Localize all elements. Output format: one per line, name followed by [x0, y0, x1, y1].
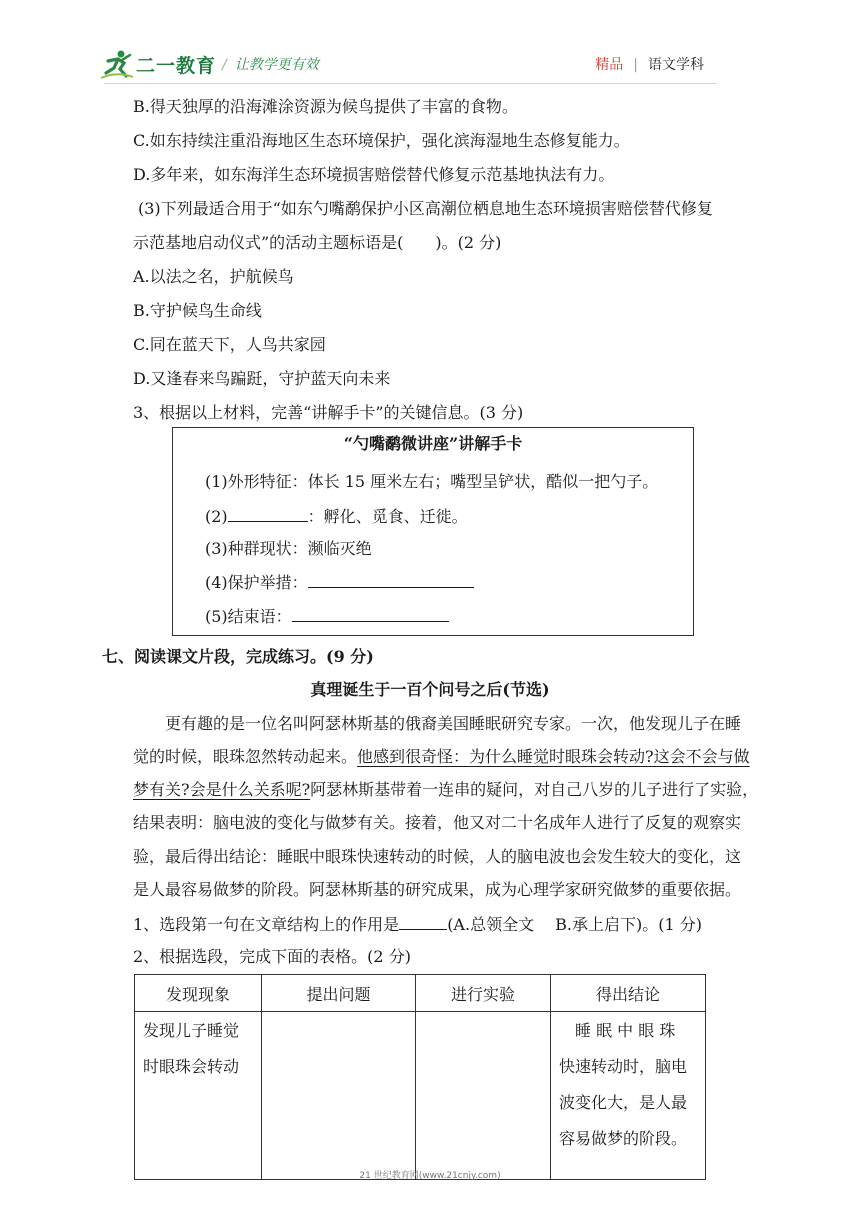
running-man-logo-icon: [100, 49, 134, 79]
answer-blank-4[interactable]: [308, 571, 474, 588]
table-cell-phenomenon: [135, 1012, 262, 1180]
table-cell-question-blank[interactable]: [262, 1012, 416, 1180]
card-item-5: [205, 605, 449, 628]
page-footer: 21 世纪教育网(www.21cnjy.com): [359, 1171, 501, 1181]
table-row: [135, 1012, 706, 1180]
question-2: 2、根据选段，完成下面的表格。(2 分): [133, 947, 411, 966]
table-cell-conclusion: [551, 1012, 706, 1180]
cell-line: 波变化大，是人最: [559, 1093, 688, 1112]
card-item-4-label: (4)保护举措：: [205, 573, 308, 592]
divider: |: [633, 57, 638, 73]
answer-blank-5[interactable]: [292, 605, 449, 622]
subject-label: 语文学科: [648, 57, 704, 73]
passage-title: 真理诞生于一百个问号之后(节选): [310, 680, 550, 699]
option-d-prev: D.多年来，如东海洋生态环境损害赔偿替代修复示范基地执法有力。: [133, 165, 615, 184]
cell-line: 时眼珠会转动: [143, 1057, 240, 1076]
slogan-text: 让教学更有效: [234, 57, 319, 73]
cell-line: 发现儿子睡觉: [143, 1021, 240, 1040]
question-1-prefix: 1、选段第一句在文章结构上的作用是: [133, 915, 400, 934]
passage-line-5: 验，最后得出结论：睡眠中眼珠快速转动的时候，人的脑电波也会发生较大的变化，这: [133, 847, 742, 866]
passage-line-1: 更有趣的是一位名叫阿瑟林斯基的俄裔美国睡眠研究专家。一次，他发现儿子在睡: [165, 714, 742, 733]
underlined-sentence-part2: 梦有关?会是什么关系呢?: [133, 780, 311, 799]
cell-line: 睡 眠 中 眼 珠: [559, 1021, 676, 1040]
card-item-2: [205, 505, 468, 528]
option-d: D.又逢春来鸟蹁跹，守护蓝天向未来: [133, 369, 391, 388]
passage-line-6: 是人最容易做梦的阶段。阿瑟林斯基的研究成果，成为心理学家研究做梦的重要依据。: [133, 880, 742, 899]
option-b: B.守护候鸟生命线: [133, 301, 262, 320]
question-1-suffix: (A.总领全文 B.承上启下)。(1 分): [447, 915, 702, 934]
passage-line-2: [133, 746, 750, 768]
card-item-1: (1)外形特征：体长 15 厘米左右；嘴型呈铲状，酷似一把勺子。: [205, 472, 659, 491]
passage-line-3-text: 阿瑟林斯基带着一连串的疑问，对自己八岁的儿子进行了实验，: [310, 780, 759, 799]
question-3-main: 3、根据以上材料，完善“讲解手卡”的关键信息。(3 分): [133, 403, 524, 422]
option-c: C.同在蓝天下，人鸟共家园: [133, 335, 326, 354]
quality-label: 精品: [595, 57, 624, 73]
card-item-2-prefix: (2): [205, 507, 228, 526]
table-header-cell: 发现现象: [135, 975, 262, 1012]
passage-line-4: 结果表明：脑电波的变化与做梦有关。接着，他又对二十名成年人进行了反复的观察实: [133, 813, 742, 832]
logo-text: 二一教育: [136, 54, 217, 77]
passage-line-3: [133, 779, 758, 801]
question-3-sub-line2: 示范基地启动仪式”的活动主题标语是( )。(2 分): [133, 233, 502, 252]
logo: [100, 48, 216, 80]
cell-line: 快速转动时，脑电: [559, 1057, 688, 1076]
question-3-sub-line1: (3)下列最适合用于“如东勺嘴鹬保护小区高潮位栖息地生态环境损害赔偿替代修复: [138, 199, 713, 218]
table-header-cell: 得出结论: [551, 975, 706, 1012]
answer-blank-q1[interactable]: [399, 913, 447, 930]
table-header-cell: 提出问题: [262, 975, 416, 1012]
option-b-prev: B.得天独厚的沿海滩涂资源为候鸟提供了丰富的食物。: [133, 97, 518, 116]
card-item-4: [205, 571, 474, 594]
header-rule: [104, 83, 716, 84]
table-cell-experiment-blank[interactable]: [416, 1012, 551, 1180]
underlined-sentence-part1: 他感到很奇怪：为什么睡觉时眼珠会转动?这会不会与做: [357, 747, 750, 766]
card-title: “勺嘴鹬微讲座”讲解手卡: [343, 434, 523, 453]
answer-blank-2[interactable]: [228, 505, 308, 522]
section-7-heading: 七、阅读课文片段，完成练习。(9 分): [102, 647, 374, 666]
card-item-5-label: (5)结束语：: [205, 607, 292, 626]
option-a: A.以法之名，护航候鸟: [133, 267, 294, 286]
passage-line-2-text: 觉的时候，眼珠忽然转动起来。: [133, 747, 358, 766]
card-item-2-suffix: ：孵化、觅食、迁徙。: [307, 507, 468, 526]
table-header-cell: 进行实验: [416, 975, 551, 1012]
answer-table: [134, 974, 706, 1180]
question-1: [133, 913, 702, 936]
cell-line: 容易做梦的阶段。: [559, 1129, 688, 1148]
card-item-3: (3)种群现状：濒临灭绝: [205, 539, 372, 558]
subject-tag: [595, 54, 704, 74]
option-c-prev: C.如东持续注重沿海地区生态环境保护，强化滨海湿地生态修复能力。: [133, 131, 630, 150]
table-header-row: [135, 975, 706, 1012]
slogan: / 让教学更有效: [222, 57, 319, 73]
page-header: [0, 0, 860, 90]
